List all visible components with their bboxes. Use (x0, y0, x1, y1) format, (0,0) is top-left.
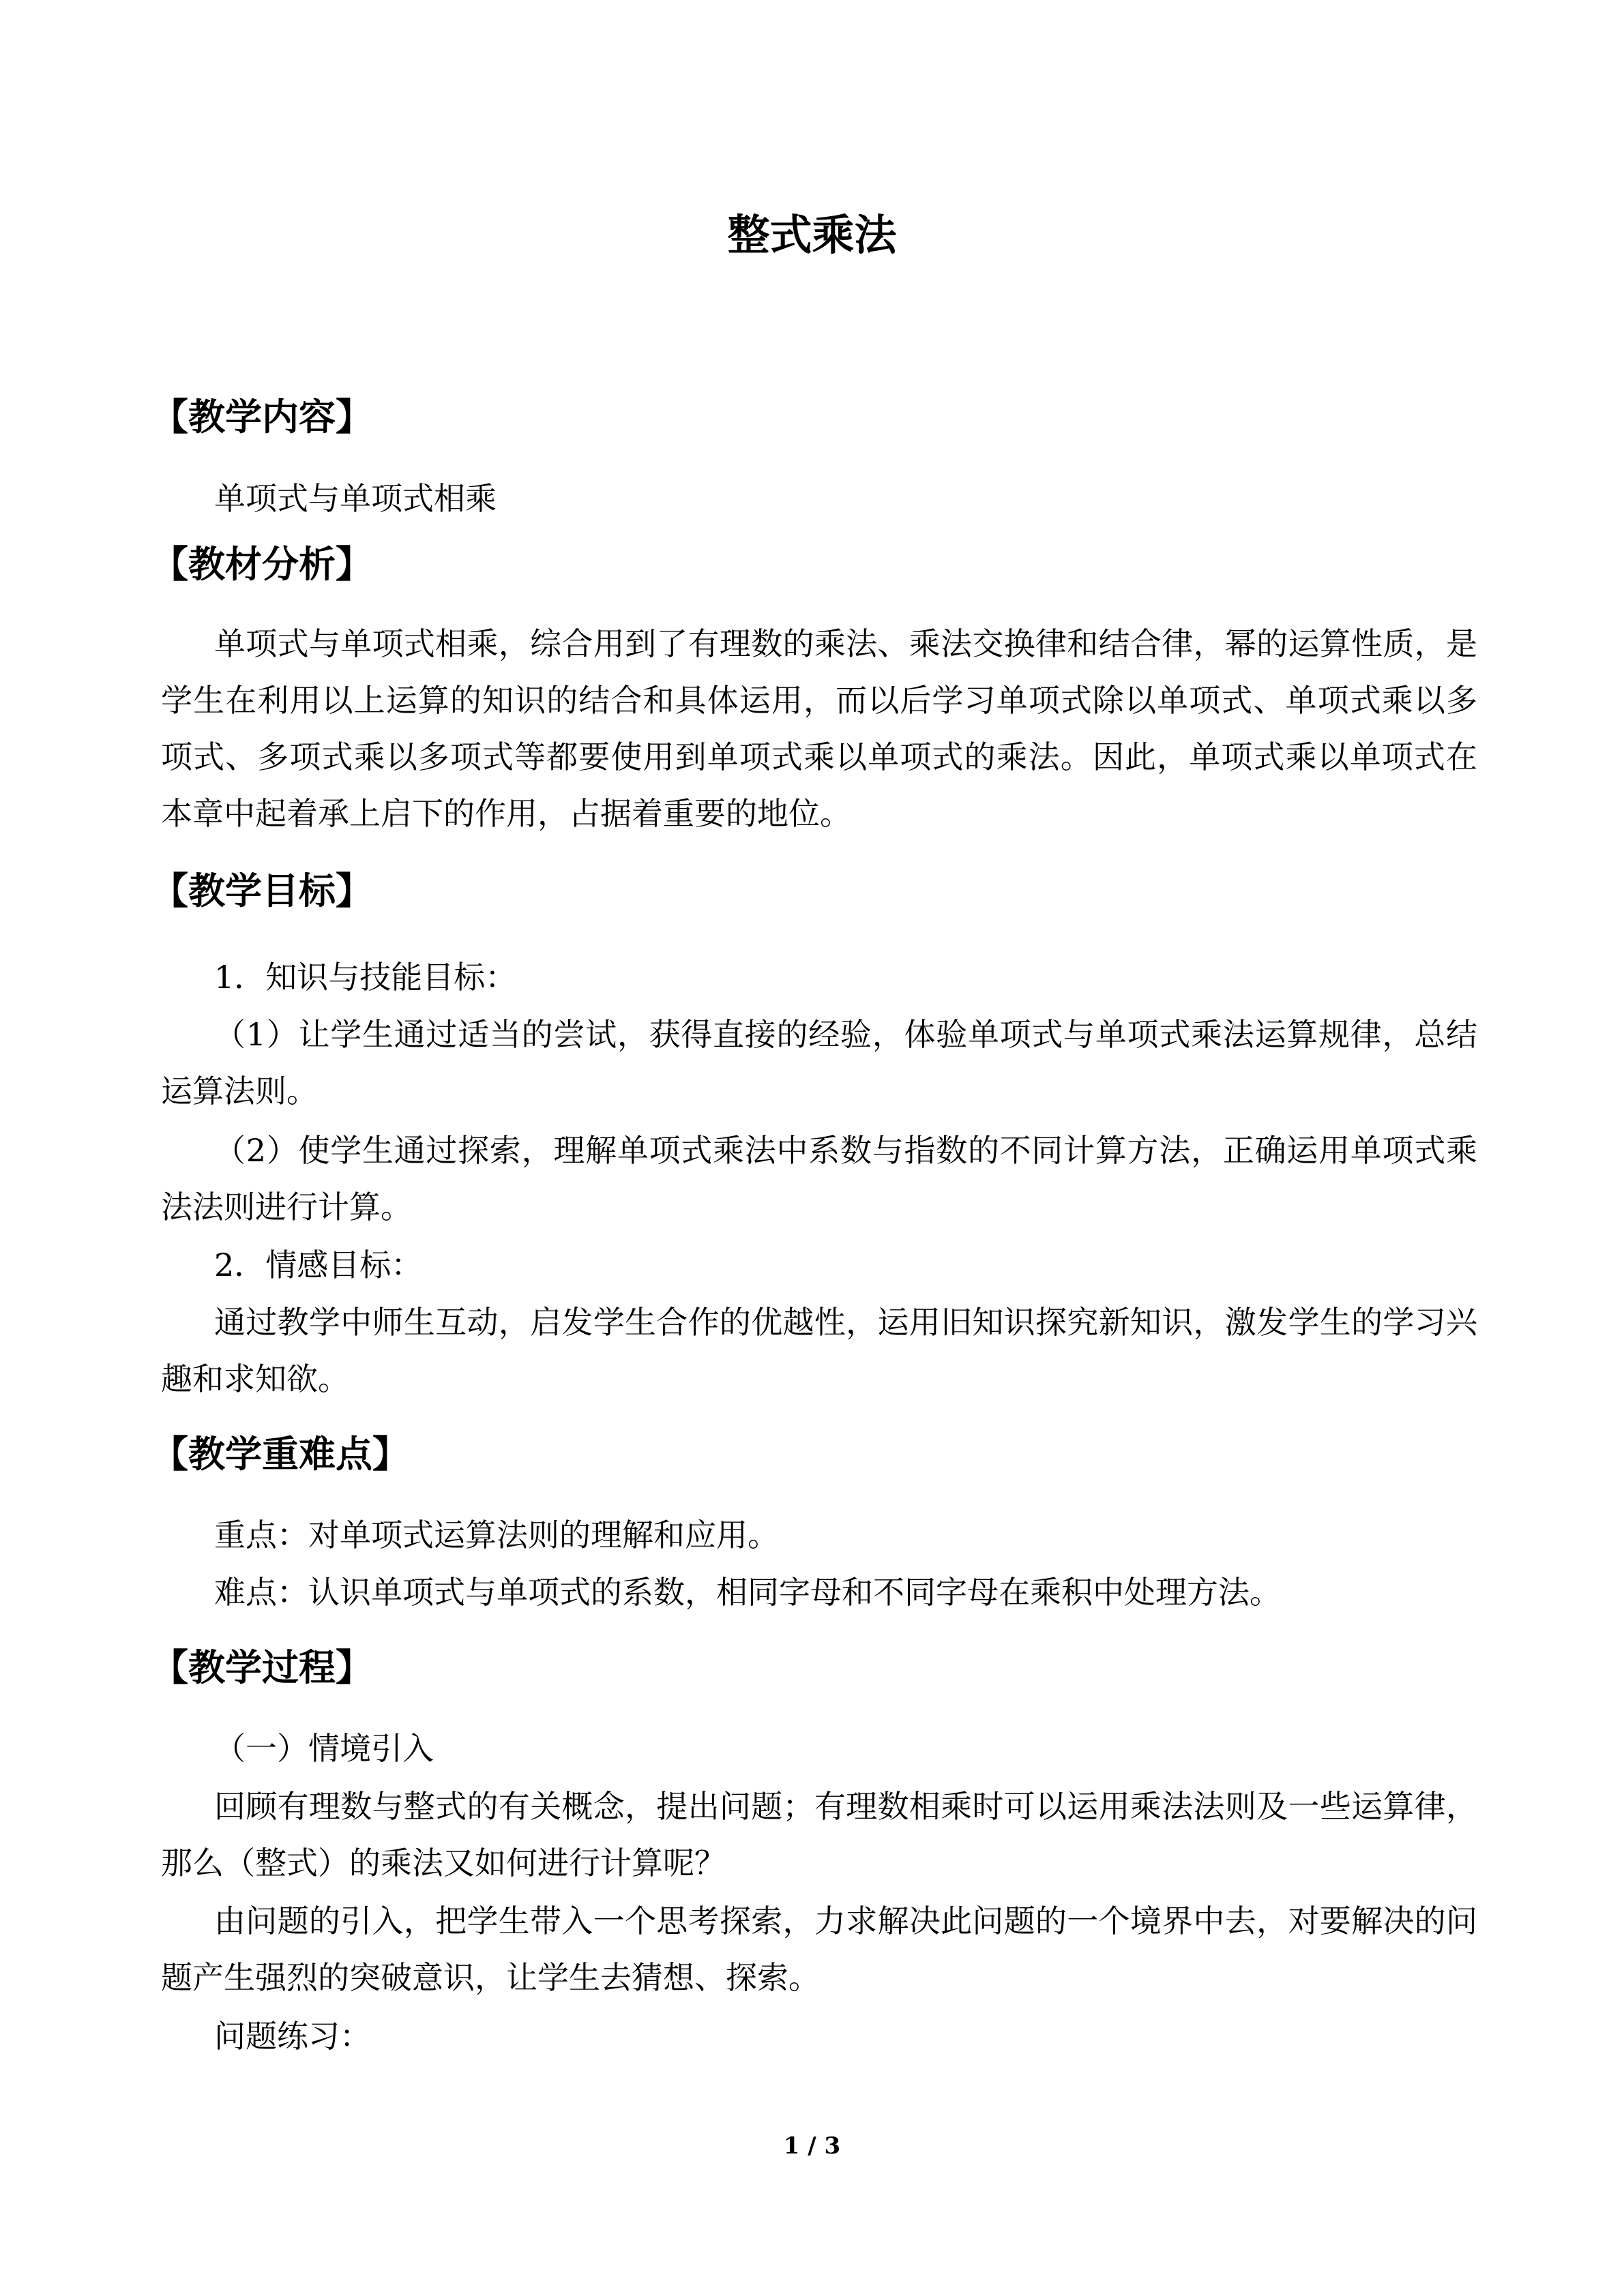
section-heading-keypoints: 【教学重难点】 (151, 1433, 409, 1476)
section-heading-process: 【教学过程】 (151, 1646, 372, 1689)
goals-item-1-2: （2）使学生通过探索，理解单项式乘法中系数与指数的不同计算方法，正确运用单项式乘法法则进行计算。 (161, 1132, 1477, 1225)
process-step-1: （一）情境引入 (214, 1730, 434, 1767)
goals-item-2: 2．情感目标： (214, 1247, 423, 1283)
document-title: 整式乘法 (727, 210, 897, 260)
process-paragraph-2: 由问题的引入，把学生带入一个思考探索，力求解决此问题的一个境界中去，对要解决的问题产生强烈的突破意识，让学生去猜想、探索。 (161, 1903, 1477, 1996)
goals-item-2-text: 通过教学中师生互动，启发学生合作的优越性，运用旧知识探究新知识，激发学生的学习兴趣和求知欲。 (161, 1304, 1477, 1397)
keypoint-difficulty: 难点：认识单项式与单项式的系数，相同字母和不同字母在乘积中处理方法。 (214, 1574, 1281, 1611)
goals-item-1: 1．知识与技能目标： (214, 959, 517, 996)
content-text: 单项式与单项式相乘 (214, 480, 497, 517)
goals-item-1-1: （1）让学生通过适当的尝试，获得直接的经验，体验单项式与单项式乘法运算规律，总结运算法则。 (161, 1016, 1477, 1109)
process-paragraph-3: 问题练习： (214, 2018, 371, 2055)
section-heading-analysis: 【教材分析】 (151, 543, 372, 586)
section-heading-content: 【教学内容】 (151, 396, 372, 438)
keypoint-key: 重点：对单项式运算法则的理解和应用。 (214, 1517, 779, 1553)
analysis-paragraph: 单项式与单项式相乘，综合用到了有理数的乘法、乘法交换律和结合律，幂的运算性质，是学生在利用以上运算的知识的结合和具体运用，而以后学习单项式除以单项式、单项式乘以多项式、多项式乘以多项式等都要使用到单项式乘以单项式的乘法。因此，单项式乘以单项式在本章中起着承上启下的作用，占据着重要的地位。 (161, 625, 1477, 832)
process-paragraph-1: 回顾有理数与整式的有关概念，提出问题；有理数相乘时可以运用乘法法则及一些运算律，那么（整式）的乘法又如何进行计算呢？ (161, 1788, 1477, 1881)
section-heading-goals: 【教学目标】 (151, 869, 372, 912)
page-number: 1 / 3 (783, 2132, 841, 2160)
